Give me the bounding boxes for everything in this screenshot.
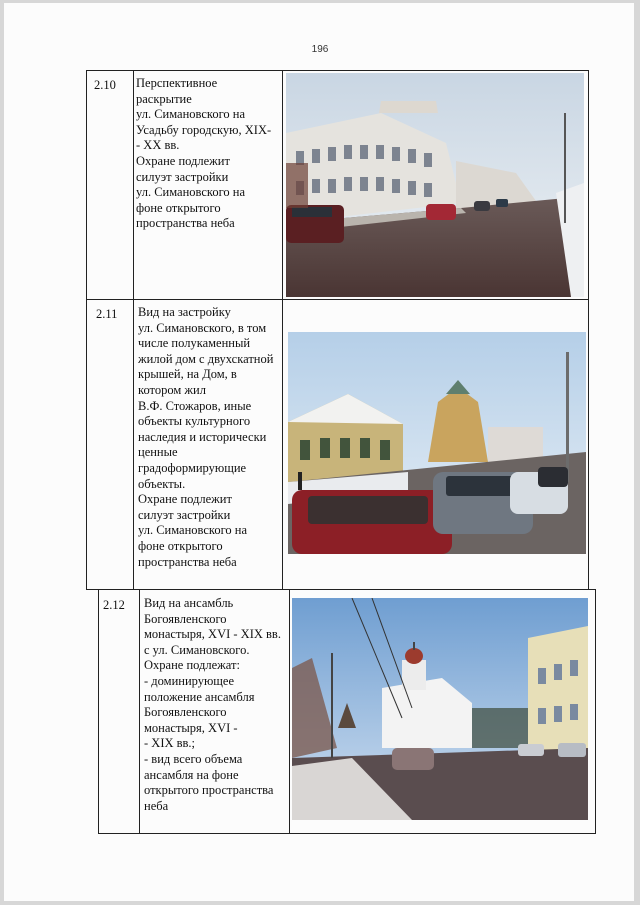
monastery-photo-2-12 — [292, 598, 588, 820]
page-number: 196 — [311, 44, 329, 55]
row-number: 2.11 — [96, 307, 118, 321]
street-photo-2-10 — [286, 73, 584, 297]
row-description: Вид на ансамбль Богоявленского монастыря, XVI - XIX вв. с ул. Симановского. Охране подлежат: - доминирующее положение ансамбля Богоявленского монастыря, XVI - - XIX вв.; - вид всего объема ансамбля на фоне открытого пространства неба — [144, 596, 281, 813]
street-photo-2-11 — [288, 332, 586, 554]
row-number: 2.12 — [103, 598, 125, 612]
row-description: Перспективное раскрытие ул. Симановского на Усадьбу городскую, XIX- - XX вв. Охране подлежит силуэт застройки ул. Симановского на фоне открытого пространства неба — [136, 76, 272, 231]
row-number: 2.10 — [94, 78, 116, 92]
row-description: Вид на застройку ул. Симановского, в том числе полукаменный жилой дом с двухскатной крышей, на Дом, в котором жил В.Ф. Стожаров, иные объекты культурного наследия и исторически ценные градоформирующие объекты. Охране подлежит силуэт застройки ул. Симановского на фоне открытого пространства неба — [138, 305, 274, 569]
